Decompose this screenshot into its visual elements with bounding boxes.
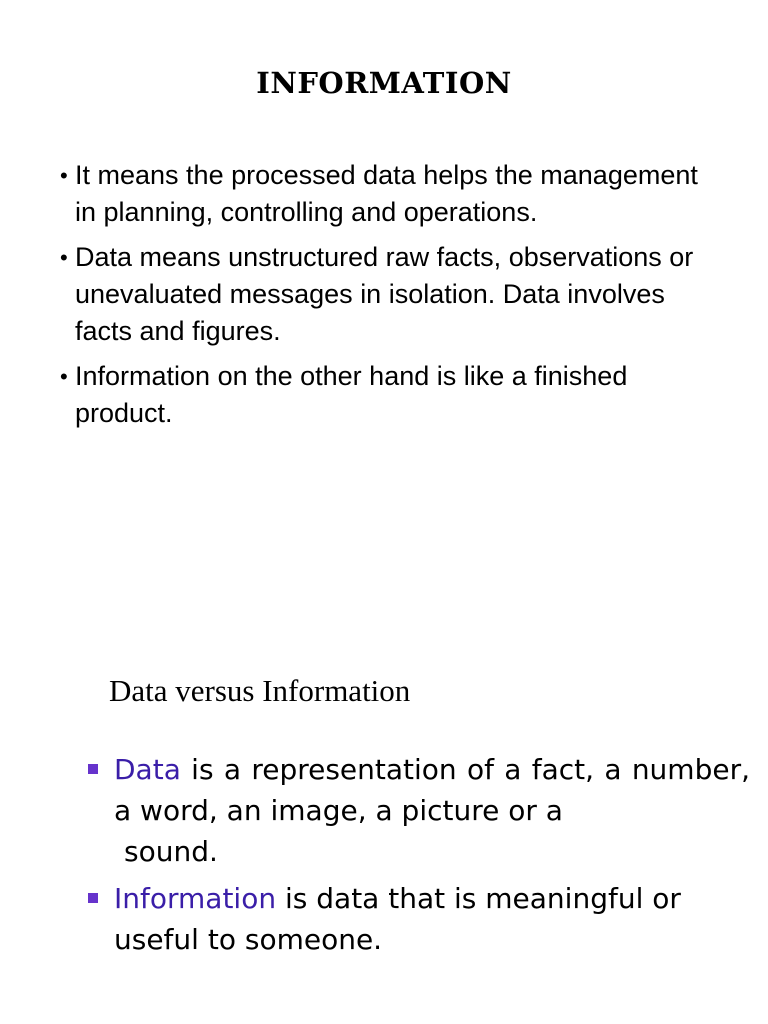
bullet-text: It means the processed data helps the management in planning, controlling and operations. xyxy=(75,160,698,227)
square-bullet-icon xyxy=(88,893,98,903)
list-item xyxy=(86,878,750,960)
bullet-dot-icon: • xyxy=(60,163,68,188)
bullet-dot-icon: • xyxy=(60,364,68,389)
slide-data-versus-information xyxy=(0,640,768,1024)
definition-text: is data that is meaningful or useful to someone. xyxy=(114,882,681,956)
slide-information xyxy=(0,0,768,500)
bullet-text: Information on the other hand is like a finished product. xyxy=(75,361,628,428)
definition-text: is a representation of a fact, a number, a word, an image, a picture or a xyxy=(114,753,750,827)
term-data: Data xyxy=(114,753,181,786)
bullet-dot-icon: • xyxy=(60,245,68,270)
bullet-list xyxy=(86,749,750,966)
list-item xyxy=(86,749,750,872)
bullet-text: Data means unstructured raw facts, observations or unevaluated messages in isolation. Data involves facts and figures. xyxy=(75,242,694,346)
list-item xyxy=(60,358,710,432)
list-item xyxy=(60,239,710,350)
term-information: Information xyxy=(114,882,277,915)
bullet-list xyxy=(60,157,710,440)
slide-title: Data versus Information xyxy=(109,673,411,708)
slide-title: INFORMATION xyxy=(256,66,512,100)
list-item xyxy=(60,157,710,231)
definition-tail: sound. xyxy=(124,835,218,868)
square-bullet-icon xyxy=(88,764,98,774)
